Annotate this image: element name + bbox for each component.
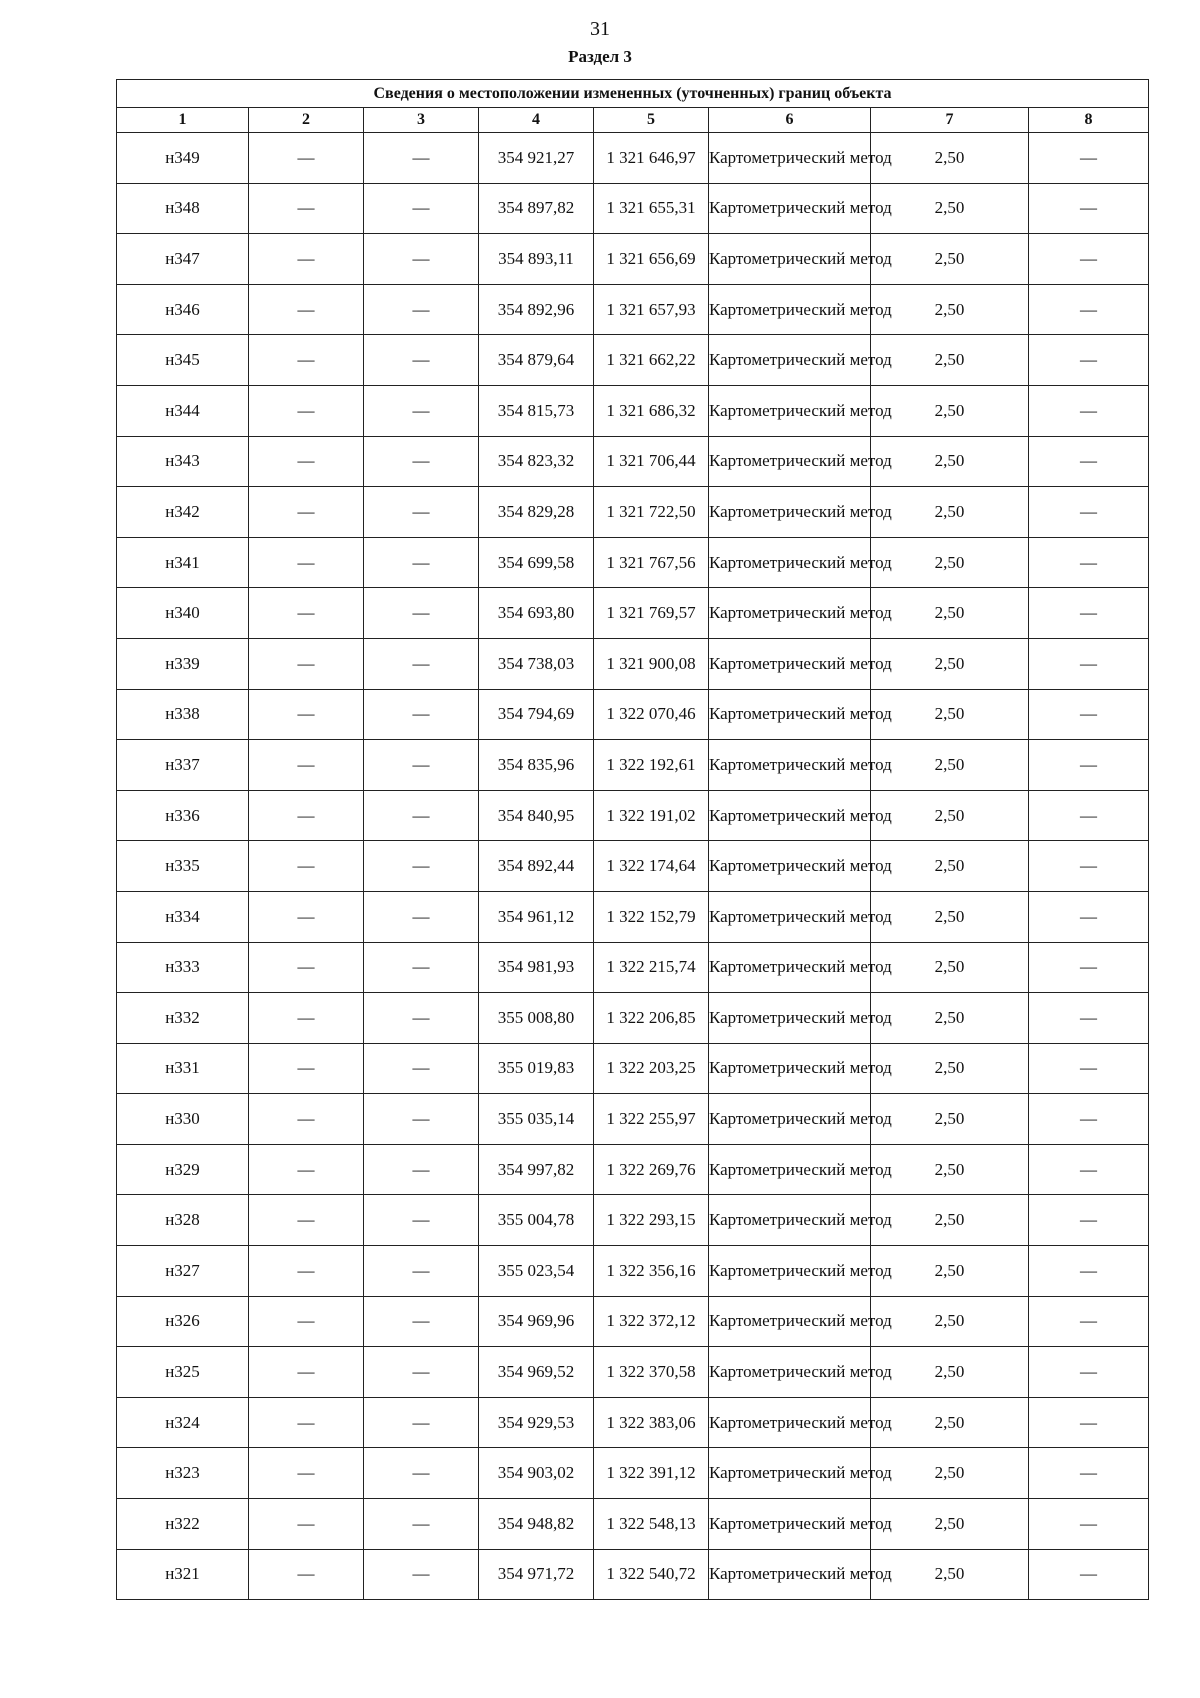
accuracy-cell: 2,50 xyxy=(871,588,1029,639)
method-cell: Картометрический метод xyxy=(709,588,871,639)
x-coordinate-cell: 354 921,27 xyxy=(479,133,594,184)
method-cell: Картометрический метод xyxy=(709,385,871,436)
point-number-cell: н336 xyxy=(117,790,249,841)
y-coordinate-cell: 1 321 706,44 xyxy=(594,436,709,487)
point-number-cell: н325 xyxy=(117,1347,249,1398)
point-number-cell: н324 xyxy=(117,1397,249,1448)
table-row xyxy=(117,335,1149,386)
table-body xyxy=(117,133,1149,1600)
x-coordinate-cell: 354 738,03 xyxy=(479,638,594,689)
point-number-cell: н334 xyxy=(117,891,249,942)
column-2-cell: — xyxy=(249,1397,364,1448)
column-8-cell: — xyxy=(1029,385,1149,436)
column-3-cell: — xyxy=(364,1043,479,1094)
point-number-cell: н323 xyxy=(117,1448,249,1499)
column-3-cell: — xyxy=(364,234,479,285)
point-number-cell: н326 xyxy=(117,1296,249,1347)
column-2-cell: — xyxy=(249,638,364,689)
column-2-cell: — xyxy=(249,1499,364,1550)
accuracy-cell: 2,50 xyxy=(871,740,1029,791)
x-coordinate-cell: 354 997,82 xyxy=(479,1144,594,1195)
column-8-cell: — xyxy=(1029,537,1149,588)
column-3-cell: — xyxy=(364,942,479,993)
column-number: 6 xyxy=(709,108,871,133)
point-number-cell: н345 xyxy=(117,335,249,386)
method-cell: Картометрический метод xyxy=(709,841,871,892)
column-8-cell: — xyxy=(1029,1296,1149,1347)
accuracy-cell: 2,50 xyxy=(871,284,1029,335)
point-number-cell: н321 xyxy=(117,1549,249,1600)
accuracy-cell: 2,50 xyxy=(871,436,1029,487)
column-8-cell: — xyxy=(1029,891,1149,942)
accuracy-cell: 2,50 xyxy=(871,1195,1029,1246)
column-2-cell: — xyxy=(249,841,364,892)
table-row xyxy=(117,891,1149,942)
accuracy-cell: 2,50 xyxy=(871,993,1029,1044)
table-row xyxy=(117,487,1149,538)
point-number-cell: н331 xyxy=(117,1043,249,1094)
x-coordinate-cell: 354 893,11 xyxy=(479,234,594,285)
column-number: 3 xyxy=(364,108,479,133)
method-cell: Картометрический метод xyxy=(709,638,871,689)
y-coordinate-cell: 1 321 900,08 xyxy=(594,638,709,689)
column-3-cell: — xyxy=(364,638,479,689)
column-number: 2 xyxy=(249,108,364,133)
column-2-cell: — xyxy=(249,537,364,588)
y-coordinate-cell: 1 322 383,06 xyxy=(594,1397,709,1448)
accuracy-cell: 2,50 xyxy=(871,385,1029,436)
y-coordinate-cell: 1 322 356,16 xyxy=(594,1246,709,1297)
column-2-cell: — xyxy=(249,183,364,234)
table-row xyxy=(117,1043,1149,1094)
y-coordinate-cell: 1 322 191,02 xyxy=(594,790,709,841)
column-3-cell: — xyxy=(364,689,479,740)
method-cell: Картометрический метод xyxy=(709,537,871,588)
method-cell: Картометрический метод xyxy=(709,133,871,184)
table-row xyxy=(117,1347,1149,1398)
column-3-cell: — xyxy=(364,993,479,1044)
y-coordinate-cell: 1 322 152,79 xyxy=(594,891,709,942)
point-number-cell: н339 xyxy=(117,638,249,689)
section-title: Раздел 3 xyxy=(568,47,632,66)
method-cell: Картометрический метод xyxy=(709,689,871,740)
point-number-cell: н327 xyxy=(117,1246,249,1297)
column-3-cell: — xyxy=(364,1246,479,1297)
x-coordinate-cell: 354 981,93 xyxy=(479,942,594,993)
table-row xyxy=(117,436,1149,487)
x-coordinate-cell: 355 004,78 xyxy=(479,1195,594,1246)
accuracy-cell: 2,50 xyxy=(871,1043,1029,1094)
column-3-cell: — xyxy=(364,335,479,386)
method-cell: Картометрический метод xyxy=(709,1448,871,1499)
column-2-cell: — xyxy=(249,1195,364,1246)
column-3-cell: — xyxy=(364,841,479,892)
method-cell: Картометрический метод xyxy=(709,942,871,993)
column-2-cell: — xyxy=(249,1448,364,1499)
x-coordinate-cell: 355 008,80 xyxy=(479,993,594,1044)
table-row xyxy=(117,790,1149,841)
column-2-cell: — xyxy=(249,891,364,942)
x-coordinate-cell: 354 693,80 xyxy=(479,588,594,639)
x-coordinate-cell: 354 794,69 xyxy=(479,689,594,740)
point-number-cell: н330 xyxy=(117,1094,249,1145)
y-coordinate-cell: 1 322 206,85 xyxy=(594,993,709,1044)
column-3-cell: — xyxy=(364,284,479,335)
point-number-cell: н340 xyxy=(117,588,249,639)
column-2-cell: — xyxy=(249,942,364,993)
column-number: 5 xyxy=(594,108,709,133)
column-8-cell: — xyxy=(1029,436,1149,487)
method-cell: Картометрический метод xyxy=(709,1043,871,1094)
column-number: 8 xyxy=(1029,108,1149,133)
table-row xyxy=(117,588,1149,639)
point-number-cell: н349 xyxy=(117,133,249,184)
table-row xyxy=(117,1144,1149,1195)
column-8-cell: — xyxy=(1029,133,1149,184)
y-coordinate-cell: 1 322 174,64 xyxy=(594,841,709,892)
column-8-cell: — xyxy=(1029,942,1149,993)
x-coordinate-cell: 354 897,82 xyxy=(479,183,594,234)
y-coordinate-cell: 1 321 655,31 xyxy=(594,183,709,234)
page-number: 31 xyxy=(590,18,610,40)
table-row xyxy=(117,133,1149,184)
method-cell: Картометрический метод xyxy=(709,1499,871,1550)
x-coordinate-cell: 354 879,64 xyxy=(479,335,594,386)
y-coordinate-cell: 1 321 769,57 xyxy=(594,588,709,639)
table-row xyxy=(117,385,1149,436)
accuracy-cell: 2,50 xyxy=(871,841,1029,892)
point-number-cell: н333 xyxy=(117,942,249,993)
column-2-cell: — xyxy=(249,335,364,386)
x-coordinate-cell: 354 892,96 xyxy=(479,284,594,335)
column-2-cell: — xyxy=(249,1094,364,1145)
column-3-cell: — xyxy=(364,436,479,487)
table-caption: Сведения о местоположении измененных (уточненных) границ объекта xyxy=(117,80,1149,108)
accuracy-cell: 2,50 xyxy=(871,1296,1029,1347)
column-3-cell: — xyxy=(364,1499,479,1550)
method-cell: Картометрический метод xyxy=(709,1144,871,1195)
point-number-cell: н348 xyxy=(117,183,249,234)
column-2-cell: — xyxy=(249,1347,364,1398)
x-coordinate-cell: 355 019,83 xyxy=(479,1043,594,1094)
point-number-cell: н344 xyxy=(117,385,249,436)
column-8-cell: — xyxy=(1029,234,1149,285)
method-cell: Картометрический метод xyxy=(709,335,871,386)
point-number-cell: н335 xyxy=(117,841,249,892)
method-cell: Картометрический метод xyxy=(709,1397,871,1448)
accuracy-cell: 2,50 xyxy=(871,1397,1029,1448)
x-coordinate-cell: 354 892,44 xyxy=(479,841,594,892)
column-8-cell: — xyxy=(1029,1246,1149,1297)
y-coordinate-cell: 1 321 767,56 xyxy=(594,537,709,588)
column-3-cell: — xyxy=(364,487,479,538)
point-number-cell: н322 xyxy=(117,1499,249,1550)
y-coordinate-cell: 1 321 722,50 xyxy=(594,487,709,538)
y-coordinate-cell: 1 321 657,93 xyxy=(594,284,709,335)
table-row xyxy=(117,1448,1149,1499)
method-cell: Картометрический метод xyxy=(709,1347,871,1398)
column-2-cell: — xyxy=(249,689,364,740)
point-number-cell: н332 xyxy=(117,993,249,1044)
table-row xyxy=(117,183,1149,234)
column-2-cell: — xyxy=(249,1144,364,1195)
accuracy-cell: 2,50 xyxy=(871,1094,1029,1145)
accuracy-cell: 2,50 xyxy=(871,638,1029,689)
column-8-cell: — xyxy=(1029,1397,1149,1448)
method-cell: Картометрический метод xyxy=(709,790,871,841)
point-number-cell: н343 xyxy=(117,436,249,487)
column-2-cell: — xyxy=(249,993,364,1044)
y-coordinate-cell: 1 322 370,58 xyxy=(594,1347,709,1398)
column-3-cell: — xyxy=(364,385,479,436)
method-cell: Картометрический метод xyxy=(709,234,871,285)
x-coordinate-cell: 354 969,96 xyxy=(479,1296,594,1347)
point-number-cell: н328 xyxy=(117,1195,249,1246)
column-8-cell: — xyxy=(1029,993,1149,1044)
point-number-cell: н329 xyxy=(117,1144,249,1195)
table-row xyxy=(117,740,1149,791)
point-number-cell: н341 xyxy=(117,537,249,588)
y-coordinate-cell: 1 322 548,13 xyxy=(594,1499,709,1550)
table-row xyxy=(117,234,1149,285)
method-cell: Картометрический метод xyxy=(709,183,871,234)
point-number-cell: н342 xyxy=(117,487,249,538)
accuracy-cell: 2,50 xyxy=(871,487,1029,538)
column-8-cell: — xyxy=(1029,841,1149,892)
column-3-cell: — xyxy=(364,133,479,184)
column-8-cell: — xyxy=(1029,740,1149,791)
accuracy-cell: 2,50 xyxy=(871,1448,1029,1499)
accuracy-cell: 2,50 xyxy=(871,942,1029,993)
column-3-cell: — xyxy=(364,1296,479,1347)
y-coordinate-cell: 1 322 255,97 xyxy=(594,1094,709,1145)
column-2-cell: — xyxy=(249,740,364,791)
column-3-cell: — xyxy=(364,1144,479,1195)
column-2-cell: — xyxy=(249,1296,364,1347)
column-3-cell: — xyxy=(364,891,479,942)
column-8-cell: — xyxy=(1029,588,1149,639)
method-cell: Картометрический метод xyxy=(709,487,871,538)
column-2-cell: — xyxy=(249,588,364,639)
x-coordinate-cell: 354 815,73 xyxy=(479,385,594,436)
accuracy-cell: 2,50 xyxy=(871,891,1029,942)
y-coordinate-cell: 1 322 391,12 xyxy=(594,1448,709,1499)
column-3-cell: — xyxy=(364,183,479,234)
column-8-cell: — xyxy=(1029,1094,1149,1145)
table-row xyxy=(117,638,1149,689)
y-coordinate-cell: 1 322 192,61 xyxy=(594,740,709,791)
column-8-cell: — xyxy=(1029,183,1149,234)
x-coordinate-cell: 354 969,52 xyxy=(479,1347,594,1398)
column-3-cell: — xyxy=(364,1448,479,1499)
method-cell: Картометрический метод xyxy=(709,284,871,335)
y-coordinate-cell: 1 322 540,72 xyxy=(594,1549,709,1600)
table-row xyxy=(117,1195,1149,1246)
table-row xyxy=(117,993,1149,1044)
column-2-cell: — xyxy=(249,385,364,436)
column-8-cell: — xyxy=(1029,1043,1149,1094)
column-8-cell: — xyxy=(1029,1144,1149,1195)
y-coordinate-cell: 1 321 656,69 xyxy=(594,234,709,285)
column-8-cell: — xyxy=(1029,790,1149,841)
column-8-cell: — xyxy=(1029,1549,1149,1600)
table-row xyxy=(117,689,1149,740)
table-caption-row xyxy=(117,80,1149,108)
y-coordinate-cell: 1 322 293,15 xyxy=(594,1195,709,1246)
column-8-cell: — xyxy=(1029,689,1149,740)
method-cell: Картометрический метод xyxy=(709,891,871,942)
method-cell: Картометрический метод xyxy=(709,993,871,1044)
method-cell: Картометрический метод xyxy=(709,1296,871,1347)
method-cell: Картометрический метод xyxy=(709,1549,871,1600)
y-coordinate-cell: 1 322 215,74 xyxy=(594,942,709,993)
accuracy-cell: 2,50 xyxy=(871,183,1029,234)
column-8-cell: — xyxy=(1029,1347,1149,1398)
column-2-cell: — xyxy=(249,1549,364,1600)
y-coordinate-cell: 1 321 662,22 xyxy=(594,335,709,386)
method-cell: Картометрический метод xyxy=(709,1195,871,1246)
accuracy-cell: 2,50 xyxy=(871,1549,1029,1600)
method-cell: Картометрический метод xyxy=(709,1094,871,1145)
method-cell: Картометрический метод xyxy=(709,740,871,791)
y-coordinate-cell: 1 322 372,12 xyxy=(594,1296,709,1347)
table-row xyxy=(117,537,1149,588)
column-8-cell: — xyxy=(1029,1499,1149,1550)
x-coordinate-cell: 354 829,28 xyxy=(479,487,594,538)
x-coordinate-cell: 354 699,58 xyxy=(479,537,594,588)
table-row xyxy=(117,1246,1149,1297)
accuracy-cell: 2,50 xyxy=(871,689,1029,740)
column-8-cell: — xyxy=(1029,284,1149,335)
x-coordinate-cell: 354 961,12 xyxy=(479,891,594,942)
column-8-cell: — xyxy=(1029,1195,1149,1246)
x-coordinate-cell: 354 835,96 xyxy=(479,740,594,791)
column-8-cell: — xyxy=(1029,487,1149,538)
accuracy-cell: 2,50 xyxy=(871,1347,1029,1398)
column-number: 7 xyxy=(871,108,1029,133)
x-coordinate-cell: 354 823,32 xyxy=(479,436,594,487)
table-row xyxy=(117,942,1149,993)
point-number-cell: н346 xyxy=(117,284,249,335)
column-3-cell: — xyxy=(364,1549,479,1600)
column-8-cell: — xyxy=(1029,335,1149,386)
column-2-cell: — xyxy=(249,284,364,335)
point-number-cell: н347 xyxy=(117,234,249,285)
accuracy-cell: 2,50 xyxy=(871,537,1029,588)
accuracy-cell: 2,50 xyxy=(871,1499,1029,1550)
column-3-cell: — xyxy=(364,1195,479,1246)
table-row xyxy=(117,1549,1149,1600)
table-row xyxy=(117,284,1149,335)
table-row xyxy=(117,841,1149,892)
column-3-cell: — xyxy=(364,740,479,791)
x-coordinate-cell: 354 929,53 xyxy=(479,1397,594,1448)
x-coordinate-cell: 354 971,72 xyxy=(479,1549,594,1600)
accuracy-cell: 2,50 xyxy=(871,1246,1029,1297)
y-coordinate-cell: 1 321 646,97 xyxy=(594,133,709,184)
column-3-cell: — xyxy=(364,790,479,841)
y-coordinate-cell: 1 322 269,76 xyxy=(594,1144,709,1195)
table-row xyxy=(117,1296,1149,1347)
column-2-cell: — xyxy=(249,436,364,487)
column-3-cell: — xyxy=(364,1094,479,1145)
x-coordinate-cell: 355 023,54 xyxy=(479,1246,594,1297)
x-coordinate-cell: 354 903,02 xyxy=(479,1448,594,1499)
column-2-cell: — xyxy=(249,1246,364,1297)
y-coordinate-cell: 1 321 686,32 xyxy=(594,385,709,436)
column-2-cell: — xyxy=(249,234,364,285)
column-3-cell: — xyxy=(364,537,479,588)
column-number: 1 xyxy=(117,108,249,133)
column-2-cell: — xyxy=(249,1043,364,1094)
boundary-coordinates-table xyxy=(116,79,1149,1600)
table-row xyxy=(117,1397,1149,1448)
accuracy-cell: 2,50 xyxy=(871,335,1029,386)
column-8-cell: — xyxy=(1029,638,1149,689)
accuracy-cell: 2,50 xyxy=(871,790,1029,841)
point-number-cell: н337 xyxy=(117,740,249,791)
column-3-cell: — xyxy=(364,588,479,639)
method-cell: Картометрический метод xyxy=(709,436,871,487)
y-coordinate-cell: 1 322 203,25 xyxy=(594,1043,709,1094)
accuracy-cell: 2,50 xyxy=(871,234,1029,285)
x-coordinate-cell: 355 035,14 xyxy=(479,1094,594,1145)
column-8-cell: — xyxy=(1029,1448,1149,1499)
column-2-cell: — xyxy=(249,133,364,184)
point-number-cell: н338 xyxy=(117,689,249,740)
table-row xyxy=(117,1094,1149,1145)
column-number-row xyxy=(117,108,1149,133)
accuracy-cell: 2,50 xyxy=(871,133,1029,184)
accuracy-cell: 2,50 xyxy=(871,1144,1029,1195)
column-number: 4 xyxy=(479,108,594,133)
y-coordinate-cell: 1 322 070,46 xyxy=(594,689,709,740)
x-coordinate-cell: 354 840,95 xyxy=(479,790,594,841)
method-cell: Картометрический метод xyxy=(709,1246,871,1297)
column-3-cell: — xyxy=(364,1397,479,1448)
table-row xyxy=(117,1499,1149,1550)
column-3-cell: — xyxy=(364,1347,479,1398)
x-coordinate-cell: 354 948,82 xyxy=(479,1499,594,1550)
column-2-cell: — xyxy=(249,487,364,538)
column-2-cell: — xyxy=(249,790,364,841)
